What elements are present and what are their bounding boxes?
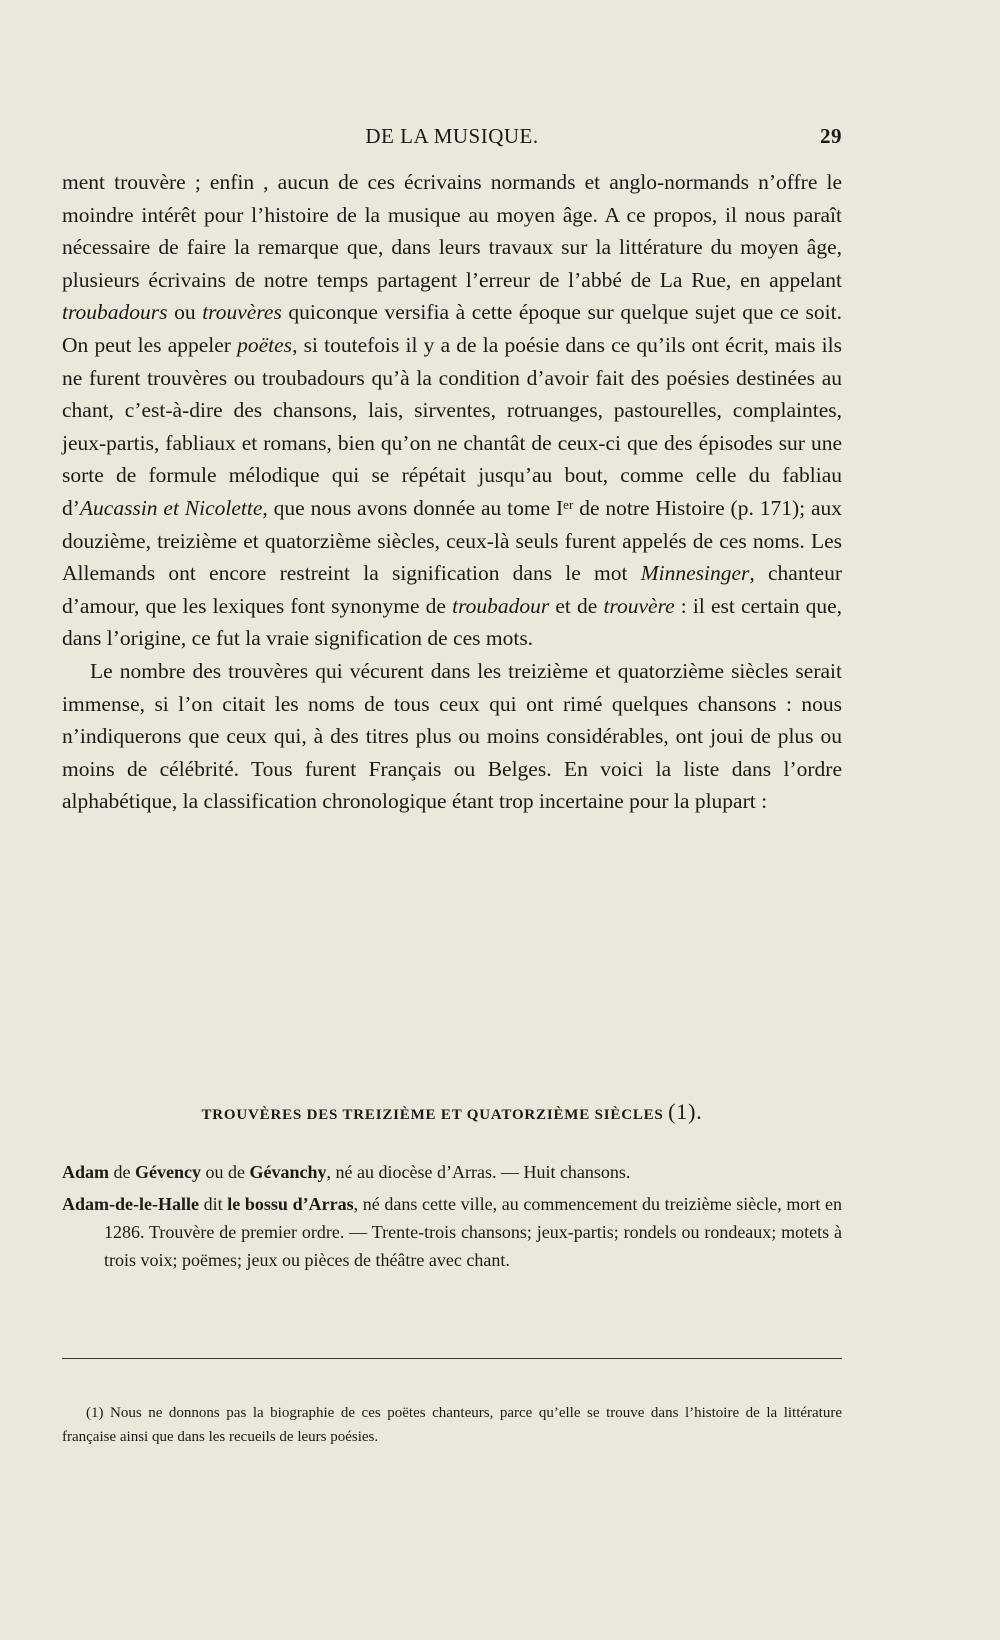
- list-item: [62, 1158, 842, 1186]
- text-segment: , chanteur d’amour, que les lexiques font synonyme de: [62, 561, 842, 618]
- footnote-reference: (1).: [668, 1099, 703, 1124]
- section-title-text: TROUVÈRES DES TREIZIÈME ET QUATORZIÈME SIÈCLES: [201, 1107, 664, 1123]
- entry-description: , né dans cette ville, au commencement du treizième siècle, mort en 1286. Trouvère de premier ordre. — Trente-trois chansons; jeux-partis; rondels ou rondeaux; motets à trois voix; poëmes; jeux ou pièces de théâtre avec chant.: [104, 1194, 842, 1270]
- text-segment: Le nombre des trouvères qui vécurent dans les treizième et quatorzième siècles serait immense, si l’on citait les noms de tous ceux qui ont rimé quelques chansons : nous n’indiquerons que ceux qui, à des titres plus ou moins considérables, ont joui de plus ou moins de célébrité. Tous furent Français ou Belges. En voici la liste dans l’ordre alphabétique, la classification chronologique étant trop incertaine pour la plupart :: [62, 658, 842, 814]
- italic-term: Aucassin et Nicolette: [79, 495, 263, 520]
- italic-term: trouvère: [603, 593, 675, 618]
- footnote-divider: [62, 1358, 842, 1359]
- list-item: [62, 1190, 842, 1274]
- entry-connector: dit: [198, 1194, 228, 1214]
- text-segment: ou: [167, 300, 203, 325]
- text-segment: : il est certain que, dans l’origine, ce fut la vraie signification de ces mots.: [62, 593, 842, 651]
- paragraph: [62, 166, 842, 655]
- entry-name: Gévanchy: [249, 1162, 327, 1182]
- entry-description: , né au diocèse d’Arras. — Huit chansons.: [326, 1162, 631, 1182]
- italic-term: troubadour: [452, 593, 550, 618]
- entry-connector: de: [109, 1162, 136, 1182]
- main-text: [62, 166, 842, 818]
- running-header: [62, 124, 842, 156]
- italic-term: poëtes: [237, 332, 293, 357]
- text-segment: ment trouvère ; enfin , aucun de ces écrivains normands et anglo-normands n’offre le moindre intérêt pour l’histoire de la musique au moyen âge. A ce propos, il nous paraît nécessaire de faire la remarque que, dans leurs travaux sur la littérature du moyen âge, plusieurs écrivains de notre temps partagent l’erreur de l’abbé de La Rue, en appelant: [62, 170, 842, 292]
- footnote: (1) Nous ne donnons pas la biographie de ces poëtes chanteurs, parce qu’elle se trouve dans l’histoire de la littérature française ainsi que dans les recueils de leurs poésies.: [62, 1405, 842, 1445]
- italic-term: troubadours: [62, 300, 168, 325]
- text-segment: quiconque versifia à cette époque sur quelque sujet que ce soit. On peut les appeler: [62, 300, 842, 357]
- italic-term: trouvères: [202, 300, 282, 325]
- entry-name: Gévency: [135, 1162, 201, 1182]
- page-number: 29: [820, 124, 842, 148]
- text-segment: , si toutefois il y a de la poésie dans ce qu’ils ont écrit, mais ils ne furent trouvères ou troubadours qu’à la condition d’avoir fait des poésies destinées au chant, c’est-à-dire des chansons, lais, sirventes, rotruanges, pastourelles, complaintes, jeux-partis, fabliaux et romans, bien qu’on ne chantât de ceux-ci que des épisodes sur une sorte de formule mélodique qui se répétait jusqu’au bout, comme celle du fabliau d’: [62, 332, 842, 520]
- entry-name: le bossu: [227, 1194, 288, 1214]
- running-title: DE LA MUSIQUE.: [365, 124, 539, 148]
- entry-name: Adam: [62, 1162, 110, 1182]
- paragraph: [62, 655, 842, 818]
- entry-name: d’Arras: [292, 1194, 354, 1214]
- italic-term: Minnesinger: [640, 561, 750, 586]
- text-segment: , que nous avons donnée au tome Iᵉʳ de notre Histoire (p. 171); aux douzième, treizième et quatorzième siècles, ceux-là seuls furent appelés de ces noms. Les Allemands ont encore restreint la signification dans le mot: [62, 495, 842, 586]
- trouvere-list: [62, 1158, 842, 1278]
- section-heading: [62, 1099, 842, 1125]
- text-segment: et de: [549, 593, 604, 618]
- entry-name: Adam-de-le-Halle: [62, 1194, 199, 1214]
- entry-connector: ou de: [201, 1162, 250, 1182]
